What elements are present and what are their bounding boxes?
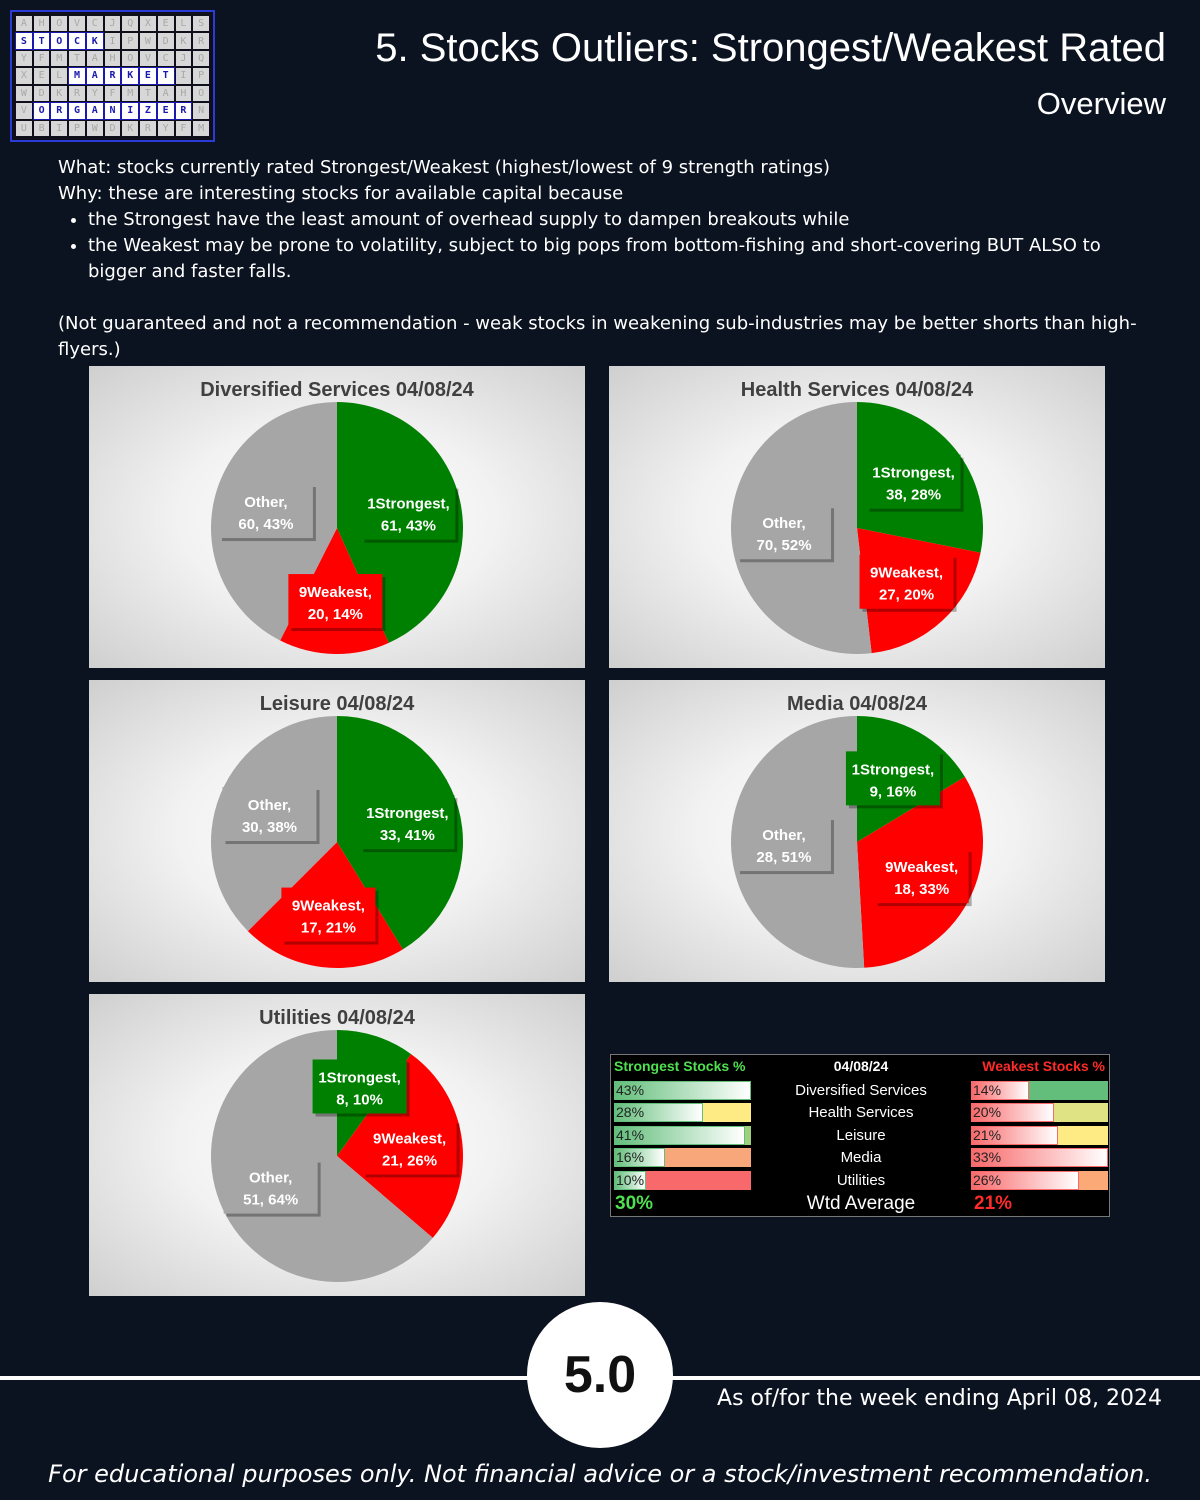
svg-text:1Strongest,61, 43%: 1Strongest, 61, 43% xyxy=(367,495,450,535)
logo-cell: D xyxy=(158,33,174,48)
logo-grid xyxy=(16,16,209,136)
disclaimer: For educational purposes only. Not financial advice or a stock/investment recommendation. xyxy=(48,1460,1152,1488)
logo-letter: R xyxy=(51,103,67,118)
as-of-date: As of/for the week ending April 08, 2024 xyxy=(717,1386,1162,1411)
data-label-9weakest xyxy=(363,1120,460,1177)
data-label-other xyxy=(222,787,319,844)
weakest-header: Weakest Stocks % xyxy=(982,1058,1105,1074)
svg-text:Other,30, 38%: Other, 30, 38% xyxy=(241,797,298,837)
intro-bullet: • the Weakest may be prone to volatility, subject to big pops from bottom-fishing and short-covering BUT ALSO to bigger and faster falls. xyxy=(88,233,1158,285)
average-label: Wtd Average xyxy=(806,1193,916,1214)
table-row xyxy=(611,1147,1109,1168)
logo-cell: F xyxy=(176,121,192,136)
logo-cell: H xyxy=(105,51,121,66)
logo-cell: V xyxy=(16,103,32,118)
intro-note: (Not guaranteed and not a recommendation - weak stocks in weakening sub-industries may be better shorts than high-flyers.) xyxy=(58,313,1137,360)
table-date: 04/08/24 xyxy=(833,1058,889,1074)
logo-letter: G xyxy=(69,103,85,118)
logo-cell: P xyxy=(193,68,209,83)
logo-letter: O xyxy=(51,33,67,48)
logo-cell: H xyxy=(34,16,50,31)
page-subtitle: Overview xyxy=(1036,86,1166,121)
logo-cell: N xyxy=(193,103,209,118)
chart-leisure xyxy=(89,680,585,982)
intro-bullets xyxy=(58,207,1158,285)
logo-cell: H xyxy=(176,86,192,101)
weakest-pct: 14% xyxy=(973,1082,1002,1098)
table-row xyxy=(611,1125,1109,1146)
pie-svg xyxy=(89,366,585,668)
logo-cell: V xyxy=(69,16,85,31)
logo-cell: I xyxy=(176,68,192,83)
logo-cell: F xyxy=(34,51,50,66)
logo-letter: T xyxy=(158,68,174,83)
logo-cell: O xyxy=(193,86,209,101)
logo-cell: T xyxy=(69,51,85,66)
logo-letter: K xyxy=(122,68,138,83)
logo-cell: Y xyxy=(158,121,174,136)
logo-cell: D xyxy=(34,86,50,101)
logo-cell: M xyxy=(193,121,209,136)
logo-cell: W xyxy=(140,33,156,48)
industry-name: Media xyxy=(840,1149,882,1167)
logo-cell: R xyxy=(69,86,85,101)
industry-name: Health Services xyxy=(808,1104,914,1122)
logo-cell: W xyxy=(87,121,103,136)
logo-cell: K xyxy=(51,86,67,101)
svg-text:Other,28, 51%: Other, 28, 51% xyxy=(756,827,812,867)
logo-cell: P xyxy=(69,121,85,136)
logo-cell: Y xyxy=(87,86,103,101)
logo-cell: A xyxy=(16,16,32,31)
svg-text:9Weakest,20, 14%: 9Weakest, 20, 14% xyxy=(298,584,372,624)
logo-cell: A xyxy=(158,86,174,101)
logo-cell: T xyxy=(140,86,156,101)
chart-diversified-services xyxy=(89,366,585,668)
logo-cell: J xyxy=(176,51,192,66)
data-label-9weakest xyxy=(288,574,385,631)
chart-title: Health Services 04/08/24 xyxy=(740,379,974,401)
logo-cell: L xyxy=(51,68,67,83)
logo-cell: X xyxy=(16,68,32,83)
pie-svg xyxy=(609,366,1105,668)
svg-text:1Strongest,38, 28%: 1Strongest, 38, 28% xyxy=(872,464,955,504)
weakest-pct: 21% xyxy=(973,1126,1002,1143)
logo-cell: J xyxy=(105,16,121,31)
logo-letter: Z xyxy=(140,103,156,118)
logo-letter: M xyxy=(69,68,85,83)
weakest-pct: 26% xyxy=(973,1171,1002,1188)
logo-cell: L xyxy=(176,16,192,31)
logo-cell: M xyxy=(51,51,67,66)
logo-cell: I xyxy=(105,33,121,48)
strongest-pct: 28% xyxy=(616,1104,645,1121)
chart-health-services xyxy=(609,366,1105,668)
logo-cell: A xyxy=(87,51,103,66)
data-label-1strongest xyxy=(846,751,943,808)
logo-cell: O xyxy=(51,16,67,31)
logo-letter: K xyxy=(87,33,103,48)
logo-cell: P xyxy=(122,33,138,48)
logo-letter: A xyxy=(87,68,103,83)
logo-cell: W xyxy=(16,86,32,101)
chart-title: Media 04/08/24 xyxy=(786,693,928,715)
industry-name: Leisure xyxy=(836,1126,886,1144)
strongest-header: Strongest Stocks % xyxy=(614,1058,746,1074)
data-label-other xyxy=(219,484,316,541)
chart-utilities xyxy=(89,994,585,1296)
pie-svg xyxy=(89,994,585,1296)
logo-cell: C xyxy=(87,16,103,31)
pie-svg xyxy=(609,680,1105,982)
intro-what: What: stocks currently rated Strongest/Weakest (highest/lowest of 9 strength ratings) xyxy=(58,157,831,178)
strongest-pct: 41% xyxy=(616,1126,645,1143)
svg-text:9Weakest,21, 26%: 9Weakest, 21, 26% xyxy=(373,1130,447,1170)
svg-text:Other,70, 52%: Other, 70, 52% xyxy=(756,515,812,555)
logo-letter: O xyxy=(34,103,50,118)
logo-letter: I xyxy=(122,103,138,118)
data-label-other xyxy=(737,505,834,562)
logo-letter: A xyxy=(87,103,103,118)
section-number-badge: 5.0 xyxy=(527,1302,673,1448)
logo-letter: E xyxy=(140,68,156,83)
logo-cell: R xyxy=(140,121,156,136)
svg-text:9Weakest,27, 20%: 9Weakest, 27, 20% xyxy=(869,564,944,604)
data-label-9weakest xyxy=(875,849,972,906)
logo-cell: X xyxy=(140,16,156,31)
logo-cell: Q xyxy=(193,51,209,66)
logo-cell: U xyxy=(16,121,32,136)
svg-text:1Strongest,9, 16%: 1Strongest, 9, 16% xyxy=(851,761,935,801)
intro-bullet: • the Strongest have the least amount of overhead supply to dampen breakouts while xyxy=(88,207,1158,233)
logo-cell: K xyxy=(176,33,192,48)
svg-text:9Weakest,18, 33%: 9Weakest, 18, 33% xyxy=(885,859,959,899)
svg-text:1Strongest,8, 10%: 1Strongest, 8, 10% xyxy=(318,1069,401,1109)
data-label-1strongest xyxy=(360,795,457,852)
logo-cell: E xyxy=(158,16,174,31)
strongest-pct: 43% xyxy=(616,1082,645,1098)
summary-table xyxy=(610,1054,1110,1217)
table-row xyxy=(611,1080,1109,1101)
industry-name: Utilities xyxy=(836,1171,886,1189)
logo-cell: F xyxy=(105,86,121,101)
logo-cell: Q xyxy=(122,16,138,31)
logo xyxy=(10,10,215,142)
weakest-pct: 20% xyxy=(973,1104,1002,1121)
intro-text xyxy=(58,155,1158,363)
chart-title: Leisure 04/08/24 xyxy=(259,693,415,715)
logo-cell: B xyxy=(34,121,50,136)
logo-cell: D xyxy=(105,121,121,136)
data-label-1strongest xyxy=(361,486,458,543)
logo-cell: M xyxy=(122,86,138,101)
logo-letter: R xyxy=(176,103,192,118)
pie-svg xyxy=(89,680,585,982)
data-label-1strongest xyxy=(313,1059,410,1116)
logo-cell: I xyxy=(51,121,67,136)
logo-letter: T xyxy=(34,33,50,48)
page-title: 5. Stocks Outliers: Strongest/Weakest Rated xyxy=(375,26,1166,70)
data-label-9weakest xyxy=(860,555,957,612)
logo-cell: O xyxy=(122,51,138,66)
svg-text:Other,60, 43%: Other, 60, 43% xyxy=(238,494,294,534)
svg-text:1Strongest,33, 41%: 1Strongest, 33, 41% xyxy=(366,805,449,845)
weakest-average: 21% xyxy=(974,1193,1013,1214)
strongest-average: 30% xyxy=(615,1193,654,1214)
svg-text:Other,51, 64%: Other, 51, 64% xyxy=(243,1169,299,1209)
chart-media xyxy=(609,680,1105,982)
data-label-1strongest xyxy=(867,455,964,512)
logo-letter: S xyxy=(16,33,32,48)
strongest-pct: 10% xyxy=(616,1171,645,1188)
strongest-pct: 16% xyxy=(616,1149,645,1166)
logo-letter: R xyxy=(105,68,121,83)
chart-title: Diversified Services 04/08/24 xyxy=(200,379,474,401)
table-row xyxy=(611,1170,1109,1191)
chart-title: Utilities 04/08/24 xyxy=(259,1007,415,1029)
intro-why: Why: these are interesting stocks for available capital because xyxy=(58,183,624,204)
logo-cell: K xyxy=(122,121,138,136)
logo-cell: E xyxy=(34,68,50,83)
data-label-other xyxy=(224,1160,321,1217)
weakest-pct: 33% xyxy=(973,1149,1002,1166)
logo-cell: R xyxy=(193,33,209,48)
logo-letter: N xyxy=(105,103,121,118)
logo-cell: S xyxy=(193,16,209,31)
logo-cell: V xyxy=(140,51,156,66)
logo-letter: E xyxy=(158,103,174,118)
logo-cell: C xyxy=(158,51,174,66)
industry-name: Diversified Services xyxy=(795,1082,927,1099)
svg-text:9Weakest,17, 21%: 9Weakest, 17, 21% xyxy=(291,897,365,937)
data-label-9weakest xyxy=(281,888,378,945)
data-label-other xyxy=(737,817,834,874)
logo-cell: Y xyxy=(16,51,32,66)
logo-letter: C xyxy=(69,33,85,48)
table-row xyxy=(611,1102,1109,1123)
